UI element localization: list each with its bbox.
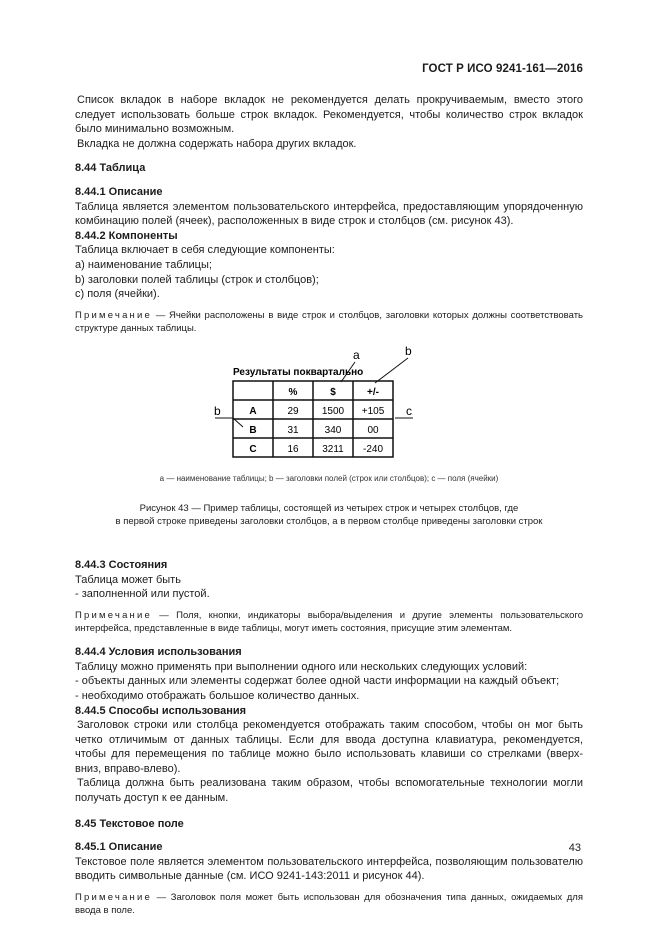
column-header-percent: % (288, 387, 298, 399)
section-8-45-title: 8.45 Текстовое поле (75, 817, 184, 830)
condition-item-2: - необходимо отображать большое количество данных. (75, 689, 360, 702)
section-8-44-5-text1: Заголовок строки или столбца рекомендуется отображать таким способом, чтобы он мог быть четко отличимым от данных таблицы. Если для ввода доступна клавиатура, рекомендуется, чтобы для перемещения по таблице можно было использовать клавиши со стрелками (вверх-вниз, вправо-влево). (75, 719, 583, 775)
table-cell: -240 (362, 444, 384, 456)
note-label: Примечание (75, 609, 152, 621)
section-8-44-1-text: Таблица является элементом пользовательского интерфейса, предоставляющим упорядоченную комбинацию полей (ячеек), расположенных в виде строк и столбцов (см. рисунок 43). (75, 200, 583, 228)
section-8-44-2-intro: Таблица включает в себя следующие компоненты: (75, 244, 335, 257)
figure-table-title: Результаты поквартально (233, 367, 364, 379)
row-header-b: B (249, 425, 257, 437)
figure-legend: а — наименование таблицы; b — заголовки полей (строк или столбцов); с — поля (ячейки) (159, 474, 499, 484)
note-text-field (75, 891, 583, 918)
section-8-44-3-title: 8.44.3 Состояния (75, 559, 168, 572)
marker-b-left: b (214, 404, 221, 419)
table-cell: 16 (287, 444, 299, 456)
condition-item-1: - объекты данных или элементы содержат более одной части информации на каждый объект; (75, 675, 560, 688)
document-code-header: ГОСТ Р ИСО 9241-161—2016 (422, 63, 583, 75)
table-cell: 340 (324, 425, 342, 437)
section-8-44-4-title: 8.44.4 Условия использования (75, 646, 242, 659)
note-text: — Заголовок поля может быть использован для обозначения типа данных, ожидаемых для ввода в поле. (75, 892, 583, 917)
figure-caption-line2: в первой строке приведены заголовки столбцов, а в первом столбце приведены заголовки строк (115, 516, 543, 528)
marker-b-top-leader (375, 358, 408, 383)
section-8-44-1-title: 8.44.1 Описание (75, 185, 163, 198)
component-item-b: b) заголовки полей таблицы (строк и столбцов); (75, 273, 319, 286)
section-8-44-5-text2: Таблица должна быть реализована таким образом, чтобы вспомогательные технологии могли получать доступ к ее данным. (75, 777, 583, 805)
section-8-45-1-text: Текстовое поле является элементом пользовательского интерфейса, позволяющим пользователю вводить символьные данные (см. ИСО 9241-143:2011 и рисунок 44). (75, 855, 583, 883)
row-header-c: C (249, 444, 257, 456)
section-8-44-3-text: Таблица может быть (75, 573, 181, 586)
component-item-a: а) наименование таблицы; (75, 258, 212, 271)
figure-caption-line1: Рисунок 43 — Пример таблицы, состоящей из четырех строк и четырех столбцов, где (139, 502, 519, 514)
row-header-a: A (249, 406, 257, 418)
note-components (75, 309, 583, 336)
marker-a: a (353, 348, 360, 363)
section-8-44-title: 8.44 Таблица (75, 162, 146, 175)
note-text: — Ячейки расположены в виде строк и столбцов, заголовки которых должны соответствовать структуре данных таблицы. (75, 309, 583, 335)
section-8-44-4-text: Таблицу можно применять при выполнении одного или нескольких следующих условий: (75, 660, 528, 673)
note-text: — Поля, кнопки, индикаторы выбора/выделения и другие элементы пользовательского интерфейса, представленные в виде таблицы, могут иметь состояния, присущие этим элементам. (75, 609, 583, 635)
column-header-dollar: $ (330, 387, 336, 399)
figure-caption (75, 502, 583, 529)
marker-b-top: b (405, 345, 412, 359)
table-cell: 3211 (322, 444, 344, 456)
figure-43 (75, 345, 583, 528)
table-cell: 1500 (321, 406, 345, 418)
page-number: 43 (568, 842, 581, 854)
page-content (75, 93, 583, 927)
table-cell: 00 (367, 425, 379, 437)
note-label: Примечание (75, 309, 152, 321)
column-header-delta: +/- (367, 387, 379, 399)
note-label: Примечание (75, 892, 152, 904)
section-8-45-1-title: 8.45.1 Описание (75, 841, 163, 854)
section-8-44-5-title: 8.44.5 Способы использования (75, 704, 247, 717)
figure-43-drawing (75, 345, 583, 465)
note-states (75, 609, 583, 636)
section-8-44-2-title: 8.44.2 Компоненты (75, 229, 178, 242)
paragraph-tabs-scroll: Список вкладок в наборе вкладок не рекомендуется делать прокручиваемым, вместо этого следует использовать больше строк вкладок. Рекомендуется, чтобы количество строк вкладок было минимально возможным. (75, 94, 583, 136)
table-cell: 31 (287, 425, 299, 437)
marker-c: c (406, 404, 412, 419)
table-cell: +105 (361, 406, 385, 418)
component-item-c: с) поля (ячейки). (75, 288, 160, 301)
state-item: - заполненной или пустой. (75, 588, 210, 601)
table-cell: 29 (287, 406, 299, 418)
paragraph-tabs-nesting: Вкладка не должна содержать набора других вкладок. (77, 137, 357, 150)
